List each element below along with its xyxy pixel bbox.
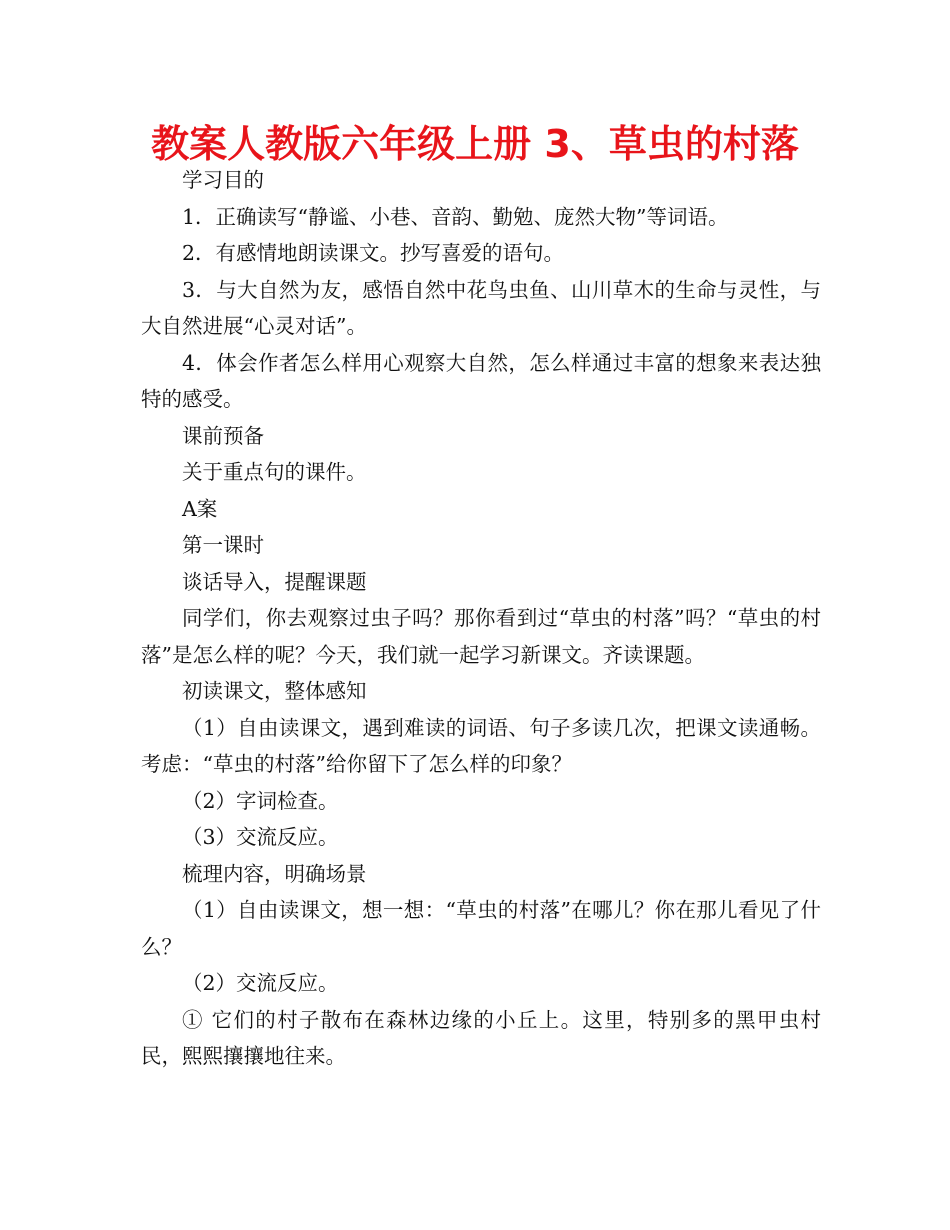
step-heading: 初读课文，整体感知 <box>182 679 367 703</box>
plan-label: A案 <box>182 496 218 521</box>
body-paragraph: （2）字词检查。 <box>182 788 339 813</box>
body-paragraph: ① 它们的村子散布在森林边缘的小丘上。这里，特别多的黑甲虫村民，熙熙攘攘地往来。 <box>141 1007 821 1068</box>
preparation-text: 关于重点句的课件。 <box>182 460 367 484</box>
objective-item: 3．与大自然为友，感悟自然中花鸟虫鱼、山川草木的生命与灵性，与大自然进展“心灵对话”。 <box>141 277 821 338</box>
body-paragraph: （1）自由读课文，遇到难读的词语、句子多读几次，把课文读通畅。考虑：“草虫的村落”给你留下了怎么样的印象？ <box>141 715 821 776</box>
document-title: 教案人教版六年级上册 3、草虫的村落 <box>151 122 799 166</box>
objective-item: 2．有感情地朗读课文。抄写喜爱的语句。 <box>182 241 565 265</box>
body-paragraph: 同学们，你去观察过虫子吗？那你看到过“草虫的村落”吗？“草虫的村落”是怎么样的呢？今天，我们就一起学习新课文。齐读课题。 <box>141 606 821 667</box>
body-paragraph: （2）交流反应。 <box>182 971 339 995</box>
step-heading: 梳理内容，明确场景 <box>182 861 367 886</box>
objective-item: 1．正确读写“静谧、小巷、音韵、勤勉、庞然大物”等词语。 <box>182 204 729 229</box>
document-body <box>141 162 821 1075</box>
section-heading-objectives: 学习目的 <box>182 168 264 192</box>
body-paragraph: （3）交流反应。 <box>182 825 339 849</box>
body-paragraph: （1）自由读课文，想一想：“草虫的村落”在哪儿？你在那儿看见了什么？ <box>141 898 821 959</box>
step-heading: 谈话导入，提醒课题 <box>182 569 367 594</box>
section-heading-preparation: 课前预备 <box>182 423 264 448</box>
objective-item: 4．体会作者怎么样用心观察大自然，怎么样通过丰富的想象来表达独特的感受。 <box>141 350 821 411</box>
lesson-label: 第一课时 <box>182 533 264 557</box>
